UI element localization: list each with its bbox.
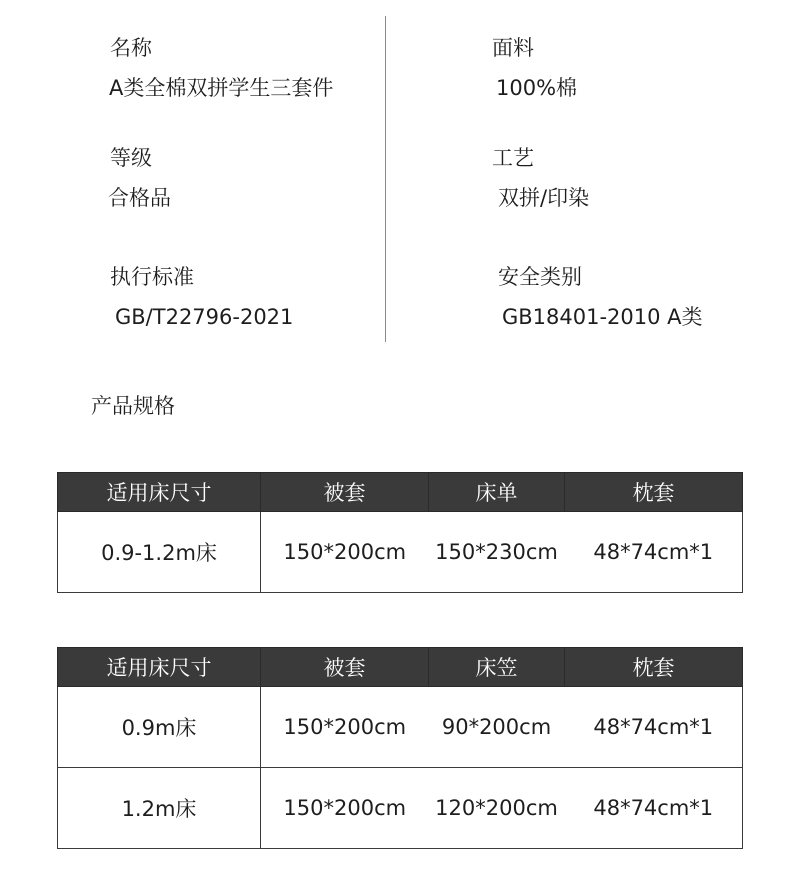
cell-bed-size: 1.2m床 [58, 768, 261, 849]
attr-value-craft: 双拼/印染 [498, 186, 590, 210]
column-divider [385, 16, 386, 342]
cell-fitted-sheet: 90*200cm [429, 687, 565, 768]
cell-pillowcase: 48*74cm*1 [565, 512, 743, 593]
cell-bed-size: 0.9-1.2m床 [58, 512, 261, 593]
header-duvet: 被套 [261, 648, 429, 687]
attr-value-safety: GB18401-2010 A类 [502, 305, 703, 329]
table-header-row [58, 473, 743, 512]
cell-pillowcase: 48*74cm*1 [565, 768, 743, 849]
header-pillowcase: 枕套 [565, 473, 743, 512]
header-duvet: 被套 [261, 473, 429, 512]
attr-label-grade: 等级 [110, 146, 152, 170]
attr-label-standard: 执行标准 [110, 265, 194, 289]
spec-section-title: 产品规格 [91, 394, 175, 418]
table-row [58, 768, 743, 849]
attr-value-name: A类全棉双拼学生三套件 [109, 76, 334, 100]
cell-bed-size: 0.9m床 [58, 687, 261, 768]
attr-value-grade: 合格品 [108, 186, 171, 210]
cell-duvet: 150*200cm [261, 768, 429, 849]
spec-table-fitted [57, 647, 743, 849]
attr-value-fabric: 100%棉 [496, 76, 578, 100]
cell-fitted-sheet: 120*200cm [429, 768, 565, 849]
cell-duvet: 150*200cm [261, 512, 429, 593]
attr-label-fabric: 面料 [492, 36, 534, 60]
spec-table-sheet [57, 472, 743, 593]
attr-label-name: 名称 [110, 36, 152, 60]
attr-label-craft: 工艺 [492, 146, 534, 170]
table-row [58, 512, 743, 593]
header-sheet: 床单 [429, 473, 565, 512]
cell-pillowcase: 48*74cm*1 [565, 687, 743, 768]
cell-sheet: 150*230cm [429, 512, 565, 593]
table-header-row [58, 648, 743, 687]
header-bed-size: 适用床尺寸 [58, 473, 261, 512]
header-fitted-sheet: 床笠 [429, 648, 565, 687]
table-row [58, 687, 743, 768]
header-bed-size: 适用床尺寸 [58, 648, 261, 687]
cell-duvet: 150*200cm [261, 687, 429, 768]
attr-value-standard: GB/T22796-2021 [115, 305, 294, 329]
header-pillowcase: 枕套 [565, 648, 743, 687]
attr-label-safety: 安全类别 [498, 265, 582, 289]
